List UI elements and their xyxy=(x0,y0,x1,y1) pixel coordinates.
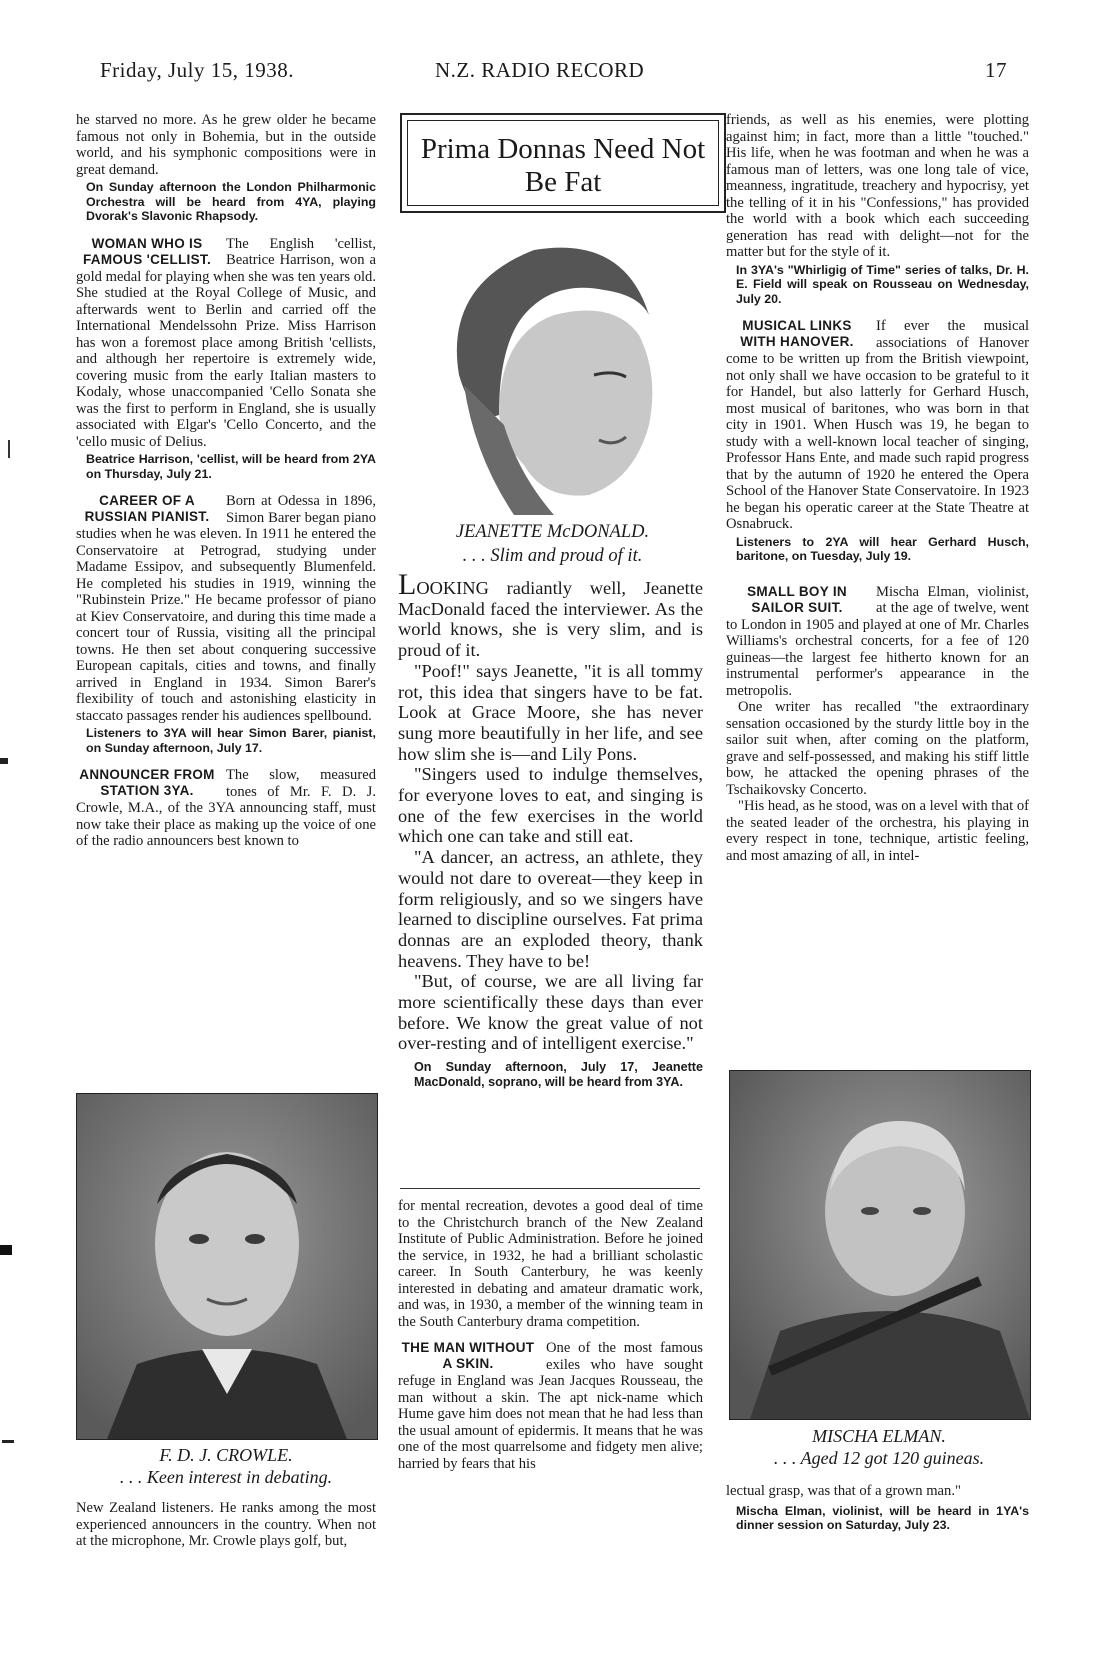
crowle-text-continued: New Zealand listeners. He ranks among the most experienced announcers in the country. When not at the microphone, Mr. Crowle plays golf, but, xyxy=(76,1500,376,1549)
rousseau-text-continued: friends, as well as his enemies, were plotting against him; in fact, more than a little "touched." His life, when he was footman and when he was a famous man of letters, was one long tale of vice, meanness, ingratitude, treachery and hypocrisy, yet the telling of it in his "Confessions," has provided the world with a book which each succeeding generation has read with delight—not for the matter but for the style of it. xyxy=(726,112,1029,260)
elman-text-3: "His head, as he stood, was on a level with that of the seated leader of the orchestra, his playing in every respect in tone, technique, artistic feeling, and most amazing of all, in intel- xyxy=(726,798,1029,864)
right-column xyxy=(726,112,1029,1057)
feature-title-box xyxy=(400,113,726,213)
barer-broadcast-note: Listeners to 3YA will hear Simon Barer, pianist, on Sunday afternoon, July 17. xyxy=(86,726,376,755)
jeanette-para-1 xyxy=(398,568,703,661)
feature-title: Prima Donnas Need Not Be Fat xyxy=(407,120,719,206)
jeanette-photo xyxy=(404,225,694,515)
issue-date: Friday, July 15, 1938. xyxy=(100,58,294,82)
harrison-text: The English 'cellist, Beatrice Harrison, won a gold medal for playing when she was ten years old. She studied at the Royal College of Music, and afterwards went to Berlin and carried off the International Mendelssohn Prize. Miss Harrison has won a foremost place among British 'cellists, and although her repertoire is extremely wide, covering music from the early Italian masters to Kodaly, whose unaccompanied 'Cello Sonata she was the first to perform in England, she is usually associated with Elgar's 'Cello Concerto, and the 'cello music of Delius. xyxy=(76,235,376,450)
husch-heading: MUSICAL LINKS WITH HANOVER. xyxy=(740,318,854,349)
harrison-heading: WOMAN WHO IS FAMOUS 'CELLIST. xyxy=(82,235,211,267)
elman-article xyxy=(726,584,1029,865)
rousseau-text: One of the most famous exiles who have sought refuge in England was Jean Jacques Rousseau, the man without a skin. The apt nick-name which Hume gave him does not mean that he had less than the usual amount of epidermis. It means that he was one of the most quarrelsome and fidgety men alive; harried by fears that his xyxy=(398,1340,703,1472)
barer-text: Born at Odessa in 1896, Simon Barer began piano studies when he was eleven. In 1911 he entered the Conservatoire at Petrograd, studying under Madame Essipov, and subsequently Blumenfeld. He completed his studies in 1919, winning the "Rubinstein Prize." He became professor of piano at Kiev Conservatoire, and during this time made a concert tour of Russia, visiting all the principal towns. He then set about conquering successive European capitals, cities and towns, and finally arrived in England in 1934. Simon Barer's flexibility of touch and astonishing elasticity in staccato passages render his audiences spellbound. xyxy=(76,493,376,724)
crowle-caption-sub: . . . Keen interest in debating. xyxy=(119,1467,333,1487)
jeanette-caption-sub: . . . Slim and proud of it. xyxy=(462,546,643,566)
crowle-text: The slow, measured tones of Mr. F. D. J. Crowle, M.A., of the 3YA announcing staff, must now take their place as making up the voice of one of the radio announcers best known to xyxy=(76,767,376,849)
column-divider xyxy=(400,1188,700,1189)
jeanette-caption-name: JEANETTE McDONALD. xyxy=(455,522,650,542)
harrison-broadcast-note: Beatrice Harrison, 'cellist, will be heard from 2YA on Thursday, July 21. xyxy=(86,452,376,481)
rousseau-heading: THE MAN WITHOUT A SKIN. xyxy=(401,1340,535,1371)
jeanette-broadcast-note: On Sunday afternoon, July 17, Jeanette MacDonald, soprano, will be heard from 3YA. xyxy=(414,1060,703,1089)
barer-heading: CAREER OF A RUSSIAN PIANIST. xyxy=(84,493,210,524)
man-portrait-icon xyxy=(77,1094,377,1439)
middle-lower-column xyxy=(398,1198,703,1572)
rousseau-broadcast-note: In 3YA's "Whirligig of Time" series of talks, Dr. H. E. Field will speak on Rousseau on Wednesday, July 20. xyxy=(736,262,1029,306)
scan-mark xyxy=(0,758,8,764)
page-number: 17 xyxy=(985,58,1007,82)
rousseau-article xyxy=(398,1340,703,1472)
scan-mark xyxy=(2,1440,14,1443)
crowle-heading: ANNOUNCER FROM STATION 3YA. xyxy=(79,767,215,798)
jeanette-para-4: "A dancer, an actress, an athlete, they would not dare to overeat—they keep in form religiously, and so we singers have learned to discipline ourselves. Fat prima donnas are an exploded theory, thank heavens. They have to be! xyxy=(398,847,703,971)
jeanette-caption xyxy=(400,520,705,568)
crowle-article xyxy=(76,767,376,850)
elman-text: Mischa Elman, violinist, at the age of twelve, went to London in 1905 and played at one of Mr. Charles Williams's orchestral concerts, for a fee of 120 guineas—the largest fee hitherto known for an instrumental performer's appearance in the metropolis. xyxy=(726,583,1029,699)
page-header xyxy=(100,58,1010,90)
crowle-continued xyxy=(76,1500,376,1570)
harrison-article xyxy=(76,236,376,482)
dvorak-broadcast-note: On Sunday afternoon the London Philharmonic Orchestra will be heard from 4YA, playing Dvorak's Slavonic Rhapsody. xyxy=(86,180,376,223)
jeanette-para-3: "Singers used to indulge themselves, for everyone loves to eat, and singing is one of the few exercises in the world which one can take and still eat. xyxy=(398,764,703,847)
elman-caption-name: MISCHA ELMAN. xyxy=(812,1426,946,1446)
crowle-caption-name: F. D. J. CROWLE. xyxy=(159,1445,293,1465)
husch-broadcast-note: Listeners to 2YA will hear Gerhard Husch, baritone, on Tuesday, July 19. xyxy=(736,534,1029,563)
elman-heading: SMALL BOY IN SAILOR SUIT. xyxy=(747,583,847,615)
scan-mark xyxy=(0,1245,12,1255)
elman-caption xyxy=(729,1425,1029,1469)
elman-text-end: lectual grasp, was that of a grown man." xyxy=(726,1483,961,1499)
elman-continued xyxy=(726,1483,1029,1573)
jeanette-para-1-text: OOKING radiantly well, Jeanette MacDonald faced the interviewer. As the world knows, she is very slim, and is proud of it. xyxy=(398,578,703,661)
publication-title: N.Z. RADIO RECORD xyxy=(435,58,645,82)
elman-photo xyxy=(729,1070,1031,1420)
husch-article xyxy=(726,318,1029,564)
elman-caption-sub: . . . Aged 12 got 120 guineas. xyxy=(773,1448,985,1468)
jeanette-para-5: "But, of course, we are all living far more scientifically these days than ever before. We know the great value of not over-resting and of intelligent exercise." xyxy=(398,971,703,1054)
left-column xyxy=(76,112,376,1084)
husch-text: If ever the musical associations of Hanover come to be written up from the British viewpoint, not only shall we have occasion to be grateful to it for Handel, but also latterly for Gerhard Husch, most musical of baritones, who was born in that city in 1901. When Husch was 19, he began to study with a well-known local teacher of singing, Professor Hans Ente, and made such rapid progress that by the autumn of 1920 he entered the Opera School of the Hanover State Conservatoire. In 1923 he began his operatic career at the State Theatre at Osnabruck. xyxy=(726,318,1029,532)
scan-mark xyxy=(8,440,10,458)
elman-broadcast-note: Mischa Elman, violinist, will be heard in 1YA's dinner session on Saturday, July 23. xyxy=(736,1503,1029,1532)
drop-cap: L xyxy=(398,568,417,601)
barer-article xyxy=(76,493,376,755)
crowle-text-end: for mental recreation, devotes a good deal of time to the Christchurch branch of the New Zealand Institute of Public Administration. Before he joined the service, in 1932, he had a brilliant scholastic career. In South Canterbury, he was keenly interested in debating and amateur dramatic work, and was, in 1930, a member of the winning team in the South Canterbury drama competition. xyxy=(398,1198,703,1330)
violinist-portrait-icon xyxy=(730,1071,1030,1419)
elman-text-2: One writer has recalled "the extraordinary sensation occasioned by the sturdy little boy in the sailor suit when, after coming on the platform, grave and self-possessed, and making his stiff little bow, he attacked the opening phrases of the Tschaikovsky Concerto. xyxy=(726,699,1029,798)
jeanette-para-2: "Poof!" says Jeanette, "it is all tommy rot, this idea that singers have to be fat. Look at Grace Moore, she has never sung more beautifully in her life, and see how slim she is—and Lily Pons. xyxy=(398,660,703,764)
dvorak-intro: he starved no more. As he grew older he became famous not only in Bohemia, but in the outside world, and his symphonic compositions were in great demand. xyxy=(76,112,376,178)
crowle-caption xyxy=(76,1444,376,1488)
jeanette-article xyxy=(398,568,703,1101)
crowle-photo xyxy=(76,1093,378,1440)
woman-portrait-icon xyxy=(404,225,694,515)
